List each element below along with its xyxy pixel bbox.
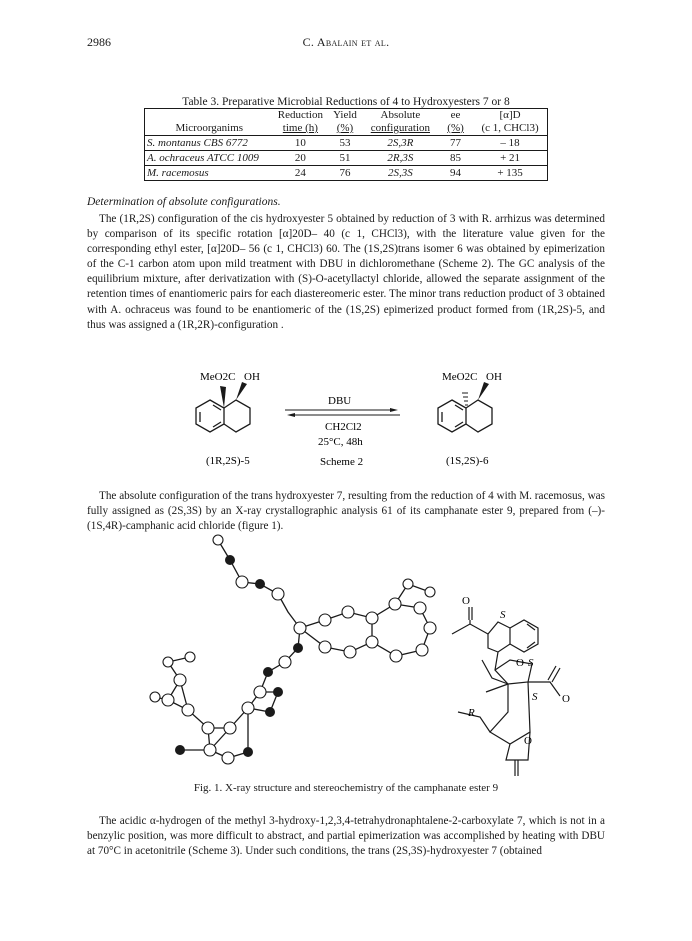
- cell-time: 10: [274, 136, 328, 151]
- left-oh-label: OH: [244, 371, 260, 383]
- stereo-o3: O: [562, 693, 570, 705]
- atom-c: [319, 614, 331, 626]
- paragraph-1: [87, 212, 605, 333]
- header-absolute-2: configuration: [363, 122, 438, 136]
- atom-c: [272, 588, 284, 600]
- cell-rotation: – 18: [473, 136, 547, 151]
- stereo-o1: O: [462, 595, 470, 607]
- solvent-label: CH2Cl2: [325, 421, 362, 433]
- stereo-o2: O: [516, 657, 524, 669]
- atom-c: [162, 694, 174, 706]
- atom-c: [414, 602, 426, 614]
- cell-ee: 94: [438, 166, 473, 181]
- header-microorganism: Microorganims: [145, 122, 274, 136]
- header-rotation-2: (c 1, CHCl3): [473, 122, 547, 136]
- atom-c: [319, 641, 331, 653]
- atom-c: [342, 606, 354, 618]
- conditions-label: 25°C, 48h: [318, 436, 363, 448]
- atom-c: [222, 752, 234, 764]
- paragraph-2-text: The absolute configuration of the trans hydroxyester 7, resulting from the reduction of 4 with M. racemosus, was fully assigned as (2S,3S) by an X-ray crystallographic analysis 61 of its camphanate ester 9, prepared from (–)-(1S,4R)-camphanic acid chloride (figure 1).: [87, 490, 605, 533]
- cell-config: 2S,3R: [363, 136, 438, 151]
- atom-c: [344, 646, 356, 658]
- xray-atoms: [150, 535, 436, 764]
- atom-o: [243, 747, 253, 757]
- cell-yield: 76: [327, 166, 363, 181]
- cell-ee: 85: [438, 151, 473, 166]
- header-ee-2: (%): [438, 122, 473, 136]
- atom-c: [185, 652, 195, 662]
- atom-c: [366, 636, 378, 648]
- header-reduction-1: Reduction: [274, 109, 328, 123]
- header-ee-1: ee: [438, 109, 473, 123]
- cell-yield: 53: [327, 136, 363, 151]
- atom-c: [403, 579, 413, 589]
- atom-c: [279, 656, 291, 668]
- atom-c: [182, 704, 194, 716]
- paragraph-2: [87, 489, 605, 534]
- stereo-o4: O: [524, 735, 532, 747]
- cell-organism: A. ochraceus ATCC 1009: [145, 151, 274, 166]
- atom-o: [225, 555, 235, 565]
- atom-o: [273, 687, 283, 697]
- table-row: [145, 151, 548, 166]
- left-compound-label: (1R,2S)-5: [206, 455, 250, 467]
- page-number: 2986: [87, 35, 111, 49]
- header-rotation-1: [α]D: [473, 109, 547, 123]
- header-microorganism-top: [145, 109, 274, 123]
- atom-c: [390, 650, 402, 662]
- atom-h: [213, 535, 223, 545]
- cell-organism: M. racemosus: [145, 166, 274, 181]
- atom-c: [236, 576, 248, 588]
- running-head-text: C. Abalain et al.: [302, 35, 390, 49]
- reagent-label: DBU: [328, 395, 352, 407]
- stereo-s3: S: [532, 691, 538, 703]
- section-heading: Determination of absolute configurations.: [87, 196, 281, 208]
- left-ester-label: MeO2C: [200, 371, 236, 383]
- cell-rotation: + 21: [473, 151, 547, 166]
- header-yield-1: Yield: [327, 109, 363, 123]
- header-reduction-2: time (h): [274, 122, 328, 136]
- atom-c: [424, 622, 436, 634]
- atom-c: [416, 644, 428, 656]
- cell-config: 2R,3S: [363, 151, 438, 166]
- atom-o: [265, 707, 275, 717]
- scheme-2: [150, 352, 550, 482]
- atom-c: [202, 722, 214, 734]
- right-oh-label: OH: [486, 371, 502, 383]
- cell-ee: 77: [438, 136, 473, 151]
- header-absolute-1: Absolute: [363, 109, 438, 123]
- cell-rotation: + 135: [473, 166, 547, 181]
- cell-config: 2S,3S: [363, 166, 438, 181]
- stereo-s2: S: [528, 657, 534, 669]
- paragraph-1-text: The (1R,2S) configuration of the cis hydroxyester 5 obtained by reduction of 3 with R. arrhizus was determined by comparison of its specific rotation [α]20D– 40 (c 1, CHCl3), with the literature value given for the corresponding ethyl ester, [α]20D– 56 (c 1, CHCl3) 60. The (1S,2S)trans isomer 6 was obtained by epimerization of the C-1 carbon atom upon mild treatment with DBU in dichloromethane (Scheme 2). The GC analysis of the equilibrium mixture, after derivatization with (S)-O-acetyllactyl chloride, allowed the separate assignment of the retention times of enantiomeric pairs for each diastereomeric ester. The minor trans reduction product of 3 obtained with A. ochraceus was found to be enantiomeric of the (1S,2S) epimerized product formed from (1R,2S)-5, and thus was assigned a (1R,2R)-configuration .: [87, 213, 605, 331]
- left-oh-wedge: [236, 382, 247, 400]
- paragraph-3: [87, 814, 605, 859]
- table-row: [145, 136, 548, 151]
- atom-c: [242, 702, 254, 714]
- atom-c: [204, 744, 216, 756]
- cell-yield: 51: [327, 151, 363, 166]
- atom-c: [425, 587, 435, 597]
- figure-caption: Fig. 1. X-ray structure and stereochemistry of the camphanate ester 9: [193, 782, 499, 794]
- scheme-label: Scheme 2: [320, 456, 364, 468]
- cell-time: 20: [274, 151, 328, 166]
- atom-c: [163, 657, 173, 667]
- stereo-s1: S: [500, 609, 506, 621]
- right-ester-hash: [462, 393, 468, 405]
- running-head: [0, 35, 692, 50]
- header-yield-2: (%): [327, 122, 363, 136]
- atom-c: [389, 598, 401, 610]
- atom-o: [255, 579, 265, 589]
- table-row: [145, 166, 548, 181]
- atom-o: [293, 643, 303, 653]
- xray-bonds: [155, 540, 430, 758]
- forward-arrowhead: [390, 408, 398, 412]
- right-compound-label: (1S,2S)-6: [446, 455, 489, 467]
- left-ester-wedge: [220, 386, 226, 408]
- right-ester-label: MeO2C: [442, 371, 478, 383]
- paragraph-3-text: The acidic α-hydrogen of the methyl 3-hydroxy-1,2,3,4-tetrahydronaphtalene-2-carboxylate 7, which is not in a benzylic position, was more difficult to abstract, and partial epimerization was accomplished by heating with DBU at 70°C in acetonitrile (Scheme 3). Under such conditions, the trans (2S,3S)-hydroxyester 7 (obtained: [87, 815, 605, 858]
- atom-c: [224, 722, 236, 734]
- table-caption: Table 3. Preparative Microbial Reductions of 4 to Hydroxyesters 7 or 8: [182, 96, 510, 108]
- atom-c: [174, 674, 186, 686]
- atom-c: [294, 622, 306, 634]
- atom-c: [150, 692, 160, 702]
- cell-time: 24: [274, 166, 328, 181]
- cell-organism: S. montanus CBS 6772: [145, 136, 274, 151]
- atom-o: [175, 745, 185, 755]
- reverse-arrowhead: [287, 413, 295, 417]
- atom-o: [263, 667, 273, 677]
- right-oh-wedge: [478, 382, 489, 400]
- atom-c: [254, 686, 266, 698]
- stereo-drawing: [452, 607, 560, 776]
- figure-1: [110, 532, 610, 776]
- atom-c: [366, 612, 378, 624]
- stereo-r1: R: [468, 707, 475, 719]
- table-3: [144, 108, 548, 181]
- left-structure: [196, 400, 250, 432]
